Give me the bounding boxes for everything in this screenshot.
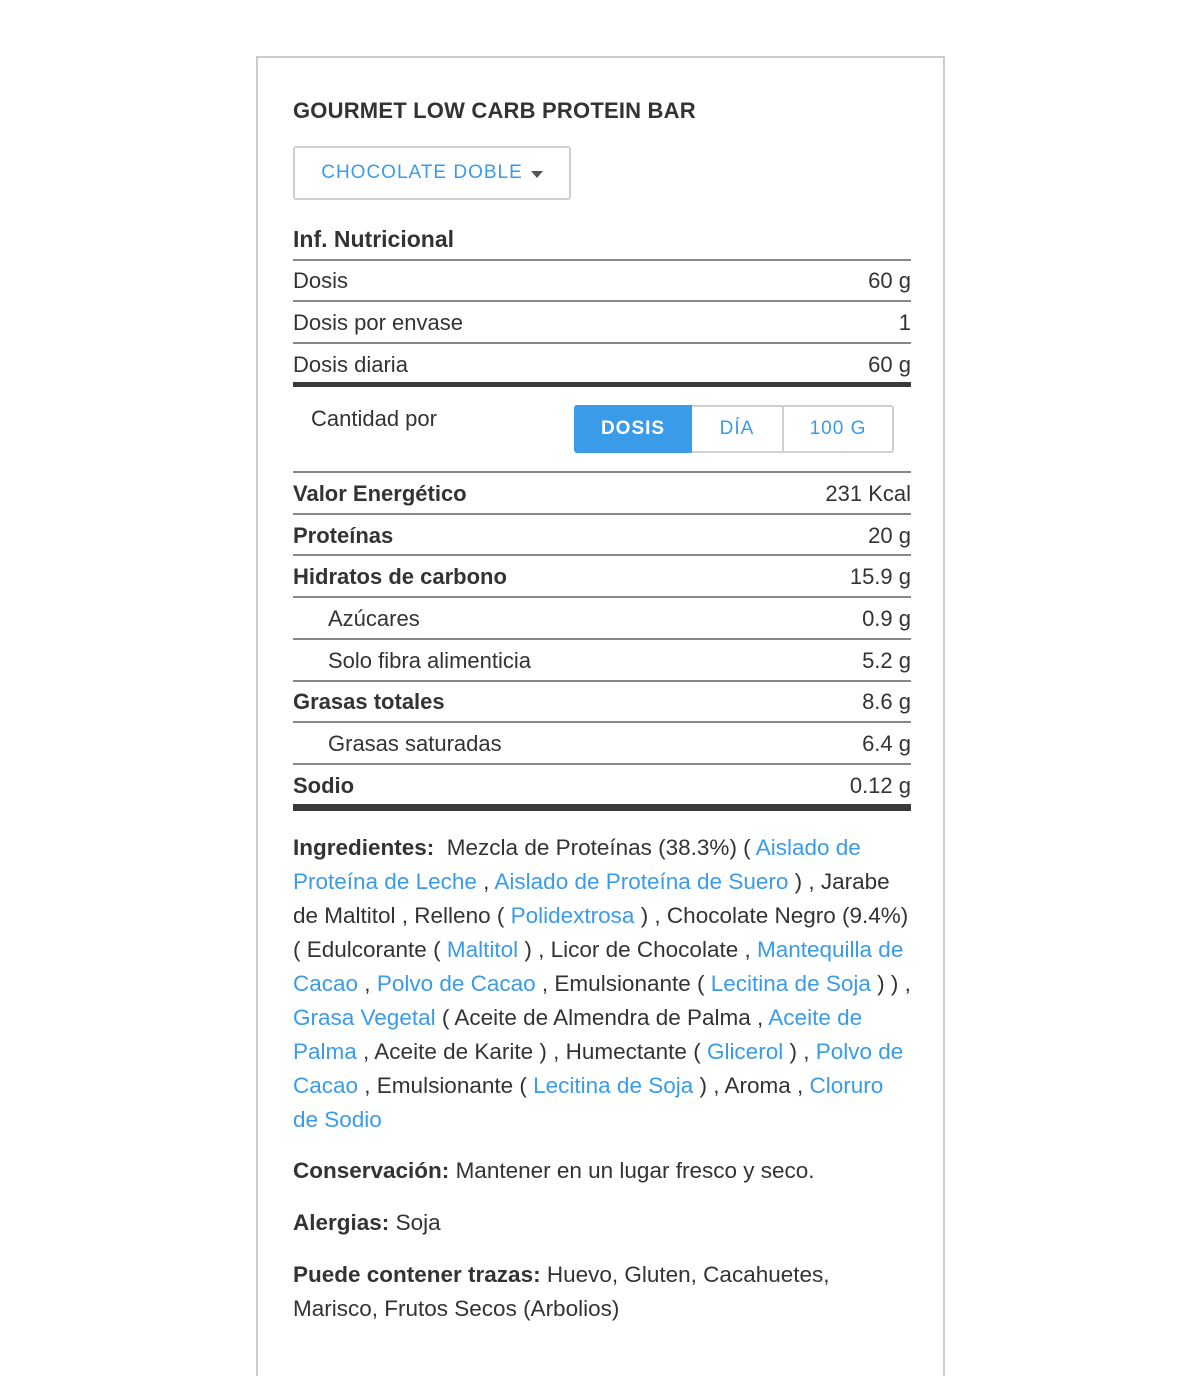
- ingredient-text: ) , Aroma ,: [693, 1073, 810, 1098]
- nutrient-value: 20 g: [868, 523, 911, 548]
- serving-row-label: Dosis: [293, 268, 349, 293]
- divider-thick: [293, 382, 911, 387]
- nutrient-label: Solo fibra alimenticia: [328, 648, 531, 673]
- ingredient-text: , Emulsionante (: [358, 1073, 534, 1098]
- ingredient-link[interactable]: Grasa Vegetal: [293, 1005, 436, 1030]
- allergies-value: Soja: [395, 1210, 441, 1235]
- ingredient-link[interactable]: Glicerol: [706, 1039, 784, 1064]
- ingredient-text: , Aceite de Karite ) , Humectante (: [356, 1039, 707, 1064]
- tab-100g[interactable]: 100 G: [784, 405, 894, 453]
- serving-row: [293, 261, 911, 301]
- ingredients-text: [293, 831, 911, 1137]
- conservation-label: Conservación:: [293, 1158, 450, 1183]
- ingredient-link[interactable]: Polidextrosa: [510, 903, 635, 928]
- nutrient-value: 5.2 g: [862, 648, 911, 673]
- ingredient-text: ) ,: [783, 1039, 816, 1064]
- nutrient-row: [293, 557, 911, 597]
- product-title: GOURMET LOW CARB PROTEIN BAR: [293, 98, 696, 123]
- ingredient-link[interactable]: Aislado de Proteína de Leche: [293, 835, 861, 894]
- nutrient-row: [293, 641, 911, 681]
- ingredient-link[interactable]: Maltitol: [446, 937, 519, 962]
- serving-row-value: 60 g: [868, 352, 911, 377]
- flavor-selected-label: CHOCOLATE DOBLE: [321, 162, 523, 183]
- ingredient-link[interactable]: Aislado de Proteína de Suero: [494, 869, 789, 894]
- amount-per-toggle: [574, 405, 894, 453]
- ingredient-link[interactable]: Mantequilla de Cacao: [293, 937, 904, 996]
- conservation-text: [293, 1154, 911, 1188]
- serving-row-value: 1: [898, 310, 911, 335]
- ingredient-link[interactable]: Aceite de Palma: [293, 1005, 863, 1064]
- ingredient-text: Mezcla de Proteínas (38.3%) (: [446, 835, 756, 860]
- nutrient-label: Hidratos de carbono: [293, 564, 507, 589]
- divider: [293, 763, 911, 765]
- nutrient-row: [293, 682, 911, 722]
- divider: [293, 300, 911, 302]
- ingredient-text: ) ) ,: [870, 971, 911, 996]
- ingredient-link[interactable]: Cloruro de Sodio: [293, 1073, 884, 1132]
- nutrient-row: [293, 766, 911, 806]
- divider-thick: [293, 804, 911, 811]
- ingredients-label: Ingredientes:: [293, 835, 435, 860]
- nutrient-label: Valor Energético: [293, 481, 467, 506]
- traces-value: Huevo, Gluten, Cacahuetes, Marisco, Frutos Secos (Arbolios): [293, 1262, 830, 1321]
- nutrient-row: [293, 474, 911, 514]
- nutrient-label: Sodio: [293, 773, 355, 798]
- nutrient-value: 8.6 g: [862, 689, 911, 714]
- nutrient-row: [293, 599, 911, 639]
- allergies-text: [293, 1206, 911, 1240]
- tab-dia[interactable]: DÍA: [692, 405, 784, 453]
- product-info-panel: [256, 56, 945, 1376]
- ingredient-text: ) , Licor de Chocolate ,: [518, 937, 757, 962]
- divider: [293, 721, 911, 723]
- conservation-value: Mantener en un lugar fresco y seco.: [455, 1158, 815, 1183]
- ingredient-text: , Emulsionante (: [535, 971, 711, 996]
- serving-row: [293, 303, 911, 343]
- serving-row-value: 60 g: [868, 268, 911, 293]
- flavor-dropdown[interactable]: [293, 146, 571, 200]
- ingredient-link[interactable]: Polvo de Cacao: [293, 1039, 904, 1098]
- divider: [293, 596, 911, 598]
- nutrient-label: Grasas totales: [293, 689, 445, 714]
- ingredient-text: ,: [358, 971, 377, 996]
- divider: [293, 342, 911, 344]
- nutrient-value: 0.9 g: [862, 606, 911, 631]
- divider: [293, 638, 911, 640]
- traces-text: [293, 1258, 911, 1326]
- serving-row-label: Dosis por envase: [293, 310, 463, 335]
- divider: [293, 513, 911, 515]
- nutrient-label: Proteínas: [293, 523, 394, 548]
- nutrient-label: Azúcares: [328, 606, 420, 631]
- ingredient-text: ) , Jarabe de Maltitol , Relleno (: [293, 869, 890, 928]
- nutrient-label: Grasas saturadas: [328, 731, 502, 756]
- nutrient-row: [293, 516, 911, 556]
- allergies-label: Alergias:: [293, 1210, 390, 1235]
- ingredient-link[interactable]: Lecitina de Soja: [710, 971, 871, 996]
- ingredient-text: ) , Chocolate Negro (9.4%) ( Edulcorante (: [293, 903, 909, 962]
- nutrient-value: 6.4 g: [862, 731, 911, 756]
- serving-row: [293, 345, 911, 385]
- divider: [293, 554, 911, 556]
- chevron-down-icon: [531, 171, 543, 178]
- ingredient-text: ,: [476, 869, 495, 894]
- ingredient-link[interactable]: Lecitina de Soja: [533, 1073, 694, 1098]
- amount-per-label: Cantidad por: [311, 406, 437, 431]
- nutrition-section-title: Inf. Nutricional: [293, 226, 454, 252]
- divider: [293, 471, 911, 473]
- tab-dosis[interactable]: DOSIS: [574, 405, 692, 453]
- serving-row-label: Dosis diaria: [293, 352, 408, 377]
- nutrient-row: [293, 724, 911, 764]
- nutrient-value: 231 Kcal: [825, 481, 911, 506]
- ingredient-text: ( Aceite de Almendra de Palma ,: [435, 1005, 769, 1030]
- nutrient-value: 15.9 g: [849, 564, 911, 589]
- traces-label: Puede contener trazas:: [293, 1262, 541, 1287]
- nutrient-value: 0.12 g: [849, 773, 911, 798]
- ingredient-link[interactable]: Polvo de Cacao: [376, 971, 536, 996]
